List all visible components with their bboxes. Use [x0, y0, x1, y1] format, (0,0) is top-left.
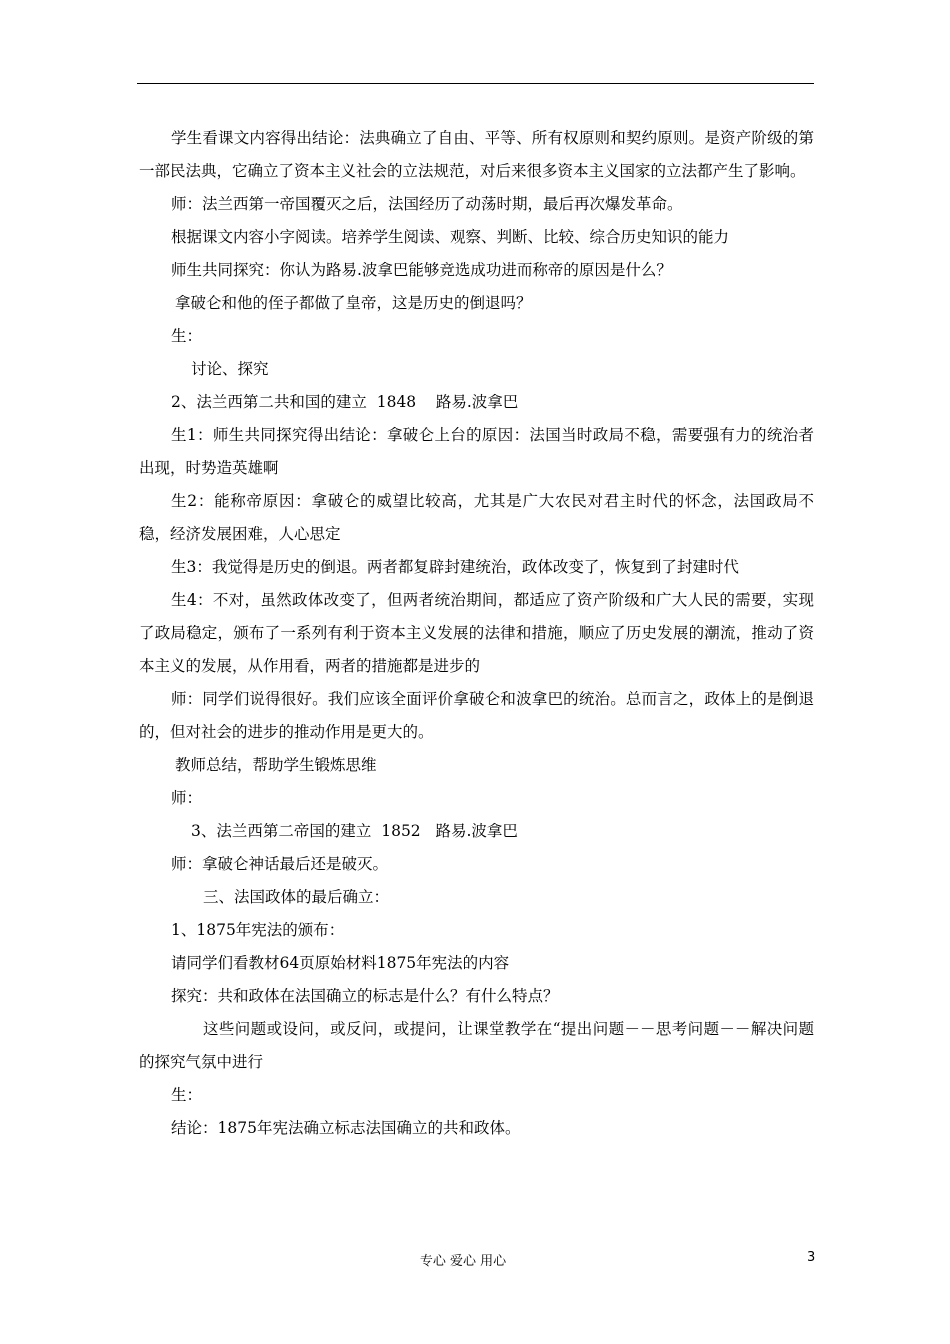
paragraph: 这些问题或设问，或反问，或提问，让课堂教学在“提出问题－－思考问题－－解决问题的探究气氛中进行	[139, 1020, 814, 1071]
paragraph: 师：	[171, 789, 203, 807]
paragraph: 师：同学们说得很好。我们应该全面评价拿破仑和波拿巴的统治。总而言之，政体上的是倒退的，但对社会的进步的推动作用是更大的。	[139, 690, 814, 741]
paragraph: 结论：1875年宪法确立标志法国确立的共和政体。	[171, 1119, 521, 1137]
paragraph: 教师总结，帮助学生锻炼思维	[175, 756, 377, 774]
paragraph: 师：法兰西第一帝国覆灭之后，法国经历了动荡时期，最后再次爆发革命。	[171, 195, 683, 213]
paragraph: 生4：不对，虽然政体改变了，但两者统治期间，都适应了资产阶级和广大人民的需要，实现了政局稳定，颁布了一系列有利于资本主义发展的法律和措施，顺应了历史发展的潮流，推动了资本主义的发展，从作用看，两者的措施都是进步的	[139, 591, 814, 675]
paragraph: 探究：共和政体在法国确立的标志是什么？有什么特点？	[171, 987, 559, 1005]
paragraph: 生：	[171, 1086, 203, 1104]
paragraph: 学生看课文内容得出结论：法典确立了自由、平等、所有权原则和契约原则。是资产阶级的第一部民法典，它确立了资本主义社会的立法规范，对后来很多资本主义国家的立法都产生了影响。	[139, 129, 814, 180]
paragraph: 1、1875年宪法的颁布：	[171, 921, 345, 939]
paragraph: 根据课文内容小字阅读。培养学生阅读、观察、判断、比较、综合历史知识的能力	[171, 228, 730, 246]
paragraph: 三、法国政体的最后确立：	[203, 888, 390, 906]
paragraph: 生2：能称帝原因：拿破仑的威望比较高，尤其是广大农民对君主时代的怀念，法国政局不稳，经济发展困难，人心思定	[139, 492, 814, 543]
paragraph: 3、法兰西第二帝国的建立 1852 路易.波拿巴	[191, 822, 518, 840]
document-body	[139, 122, 814, 1145]
paragraph: 生：	[171, 327, 203, 345]
footer-motto: 专心 爱心 用心	[419, 1254, 507, 1269]
paragraph: 生1：师生共同探究得出结论：拿破仑上台的原因：法国当时政局不稳，需要强有力的统治者出现，时势造英雄啊	[139, 426, 814, 477]
header-rule	[137, 83, 814, 84]
paragraph: 师生共同探究：你认为路易.波拿巴能够竞选成功进而称帝的原因是什么？	[171, 261, 672, 279]
paragraph: 拿破仑和他的侄子都做了皇帝，这是历史的倒退吗？	[175, 294, 532, 312]
paragraph: 2、法兰西第二共和国的建立 1848 路易.波拿巴	[171, 393, 519, 411]
page-number: 3	[807, 1250, 816, 1265]
paragraph: 讨论、探究	[191, 360, 269, 378]
paragraph: 师：拿破仑神话最后还是破灭。	[171, 855, 389, 873]
paragraph: 生3：我觉得是历史的倒退。两者都复辟封建统治，政体改变了，恢复到了封建时代	[171, 558, 739, 576]
paragraph: 请同学们看教材64页原始材料1875年宪法的内容	[171, 954, 510, 972]
